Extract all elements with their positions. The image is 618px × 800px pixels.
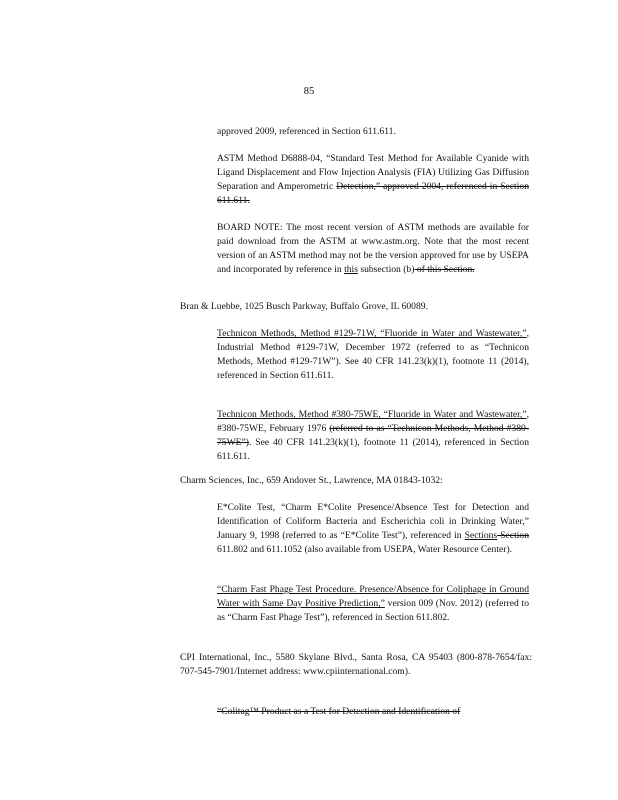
ecolite-title: E*Colite Test, “Charm E*Colite Presence/Absence Test for Detection and Identification of Coliform Bacteria and Escherichia coli in Drinking Water,” [217,502,529,527]
board-note-subsection: subsection (b) [357,264,415,275]
colitag-struck-text: “Colitag™ Product as a Test for Detection and Identification of [217,706,461,717]
paragraph-charm-fast-phage [217,583,529,625]
heading-charm-sciences: Charm Sciences, Inc., 659 Andover St., Lawrence, MA 01843-1032: [180,475,443,486]
ecolite-underlined-sections: Sections [464,530,498,541]
paragraph-ecolite-test [217,501,529,557]
heading-cpi-international: CPI International, Inc., 5580 Skylane Blvd., Santa Rosa, CA 95403 (800-878-7654/fax: 707-545-7901/Internet address: www.cpiinternational.com). [180,652,532,677]
board-note-underlined-this: this [344,264,358,275]
paragraph-astm-d6888 [217,152,529,208]
technicon-380-text: , #380-75WE, February 1976 [217,409,529,434]
technicon-380-text-end: . See 40 CFR 141.23(k)(1), footnote 11 (2014), referenced in Section 611.611. [217,437,529,462]
fast-phage-title: “Charm Fast Phage Test Procedure. Presence/Absence for Coliphage in Ground Water with Same Day Positive Prediction,” [217,584,529,609]
board-note-struck-text: of this Section. [414,264,475,275]
heading-bran-luebbe: Bran & Luebbe, 1025 Busch Parkway, Buffalo Grove, IL 60089. [180,301,428,312]
paragraph-technicon-380 [217,408,529,464]
board-note [217,221,529,277]
technicon-380-struck-text: (referred to as “Technicon Methods, Method #380-75WE”) [217,423,529,448]
paragraph-approved-2009: approved 2009, referenced in Section 611.611. [217,126,396,137]
astm-d6888-text: ASTM Method D6888-04, “Standard Test Method for Available Cyanide with Ligand Displacement and Flow Injection Analysis (FIA) Utilizing Gas Diffusion Separation and Amperometric [217,153,529,192]
paragraph-technicon-129 [217,327,529,383]
board-note-text: BOARD NOTE: The most recent version of ASTM methods are available for paid download from the ASTM at www.astm.org. Note that the most recent version of an ASTM method may not be the version approved for use by USEPA and incorporated by reference in [217,222,529,275]
technicon-129-title: Technicon Methods, Method #129-71W, “Fluoride in Water and Wastewater,” [217,328,527,339]
page-number: 85 [303,86,315,97]
astm-d6888-struck-text: Detection,” approved 2004, referenced in Section 611.611. [217,181,529,206]
ecolite-text: January 9, 1998 (referred to as “E*Colite Test”), referenced in [217,530,465,541]
fast-phage-text: version 009 (Nov. 2012) (referred to as “Charm Fast Phage Test”), referenced in Section 611.802. [217,598,529,623]
technicon-129-text: , Industrial Method #129-71W, December 1972 (referred to as “Technicon Methods, Method #129-71W”). See 40 CFR 141.23(k)(1), footnote 11 (2014), referenced in Section 611.611. [217,328,529,381]
technicon-380-title: Technicon Methods, Method #380-75WE, “Fluoride in Water and Wastewater,” [217,409,527,420]
ecolite-struck-section: Section [497,530,529,541]
paragraph-colitag [217,705,529,719]
ecolite-text-end: 611.802 and 611.1052 (also available from USEPA, Water Resource Center). [217,544,513,555]
